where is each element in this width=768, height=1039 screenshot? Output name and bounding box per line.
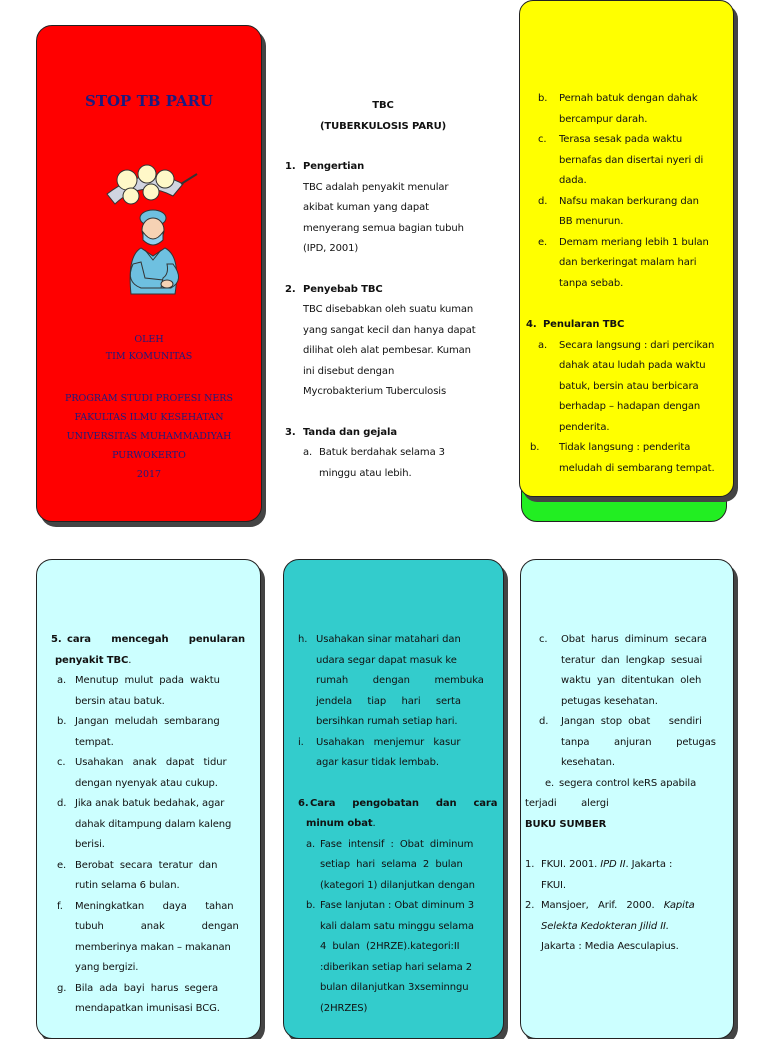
text-line: Fase lanjutan : Obat diminum 3	[320, 900, 475, 911]
text-line: (IPD, 2001)	[303, 243, 359, 254]
text-line: bersin atau batuk.	[75, 695, 165, 707]
text-line: udara segar dapat masuk ke	[316, 654, 457, 666]
text-line: yang bergizi.	[75, 962, 139, 973]
section-heading: Penyebab TBC	[303, 283, 383, 295]
item-label: c.	[539, 634, 548, 645]
list-item	[57, 794, 243, 856]
yellow-panel	[519, 0, 734, 497]
list-item	[538, 192, 718, 233]
section-penyebab	[285, 280, 481, 403]
item-label: d.	[538, 195, 548, 207]
section-pencegahan	[51, 630, 246, 671]
ref-title: Kapita	[663, 900, 695, 911]
text-line: mendapatkan imunisasi BCG.	[75, 1003, 220, 1014]
text-line: Terasa sesak pada waktu	[559, 134, 683, 145]
list-item	[538, 233, 718, 295]
text-line: menyerang semua bagian tubuh	[303, 222, 464, 234]
text-line: Jangan meludah sembarang	[75, 716, 220, 727]
text-line: tempat.	[75, 736, 114, 748]
cover-institution-line: PROGRAM STUDI PROFESI NERS	[65, 393, 233, 404]
ref-text: Jakarta : Media Aesculapius.	[541, 941, 679, 952]
text-line: memberinya makan – makanan	[75, 941, 231, 953]
text-line: segera control keRS apabila	[559, 777, 697, 789]
list-item	[539, 630, 723, 712]
text-line: meludah di sembarang tempat.	[559, 462, 715, 474]
section-heading: cara mencegah penularan	[67, 634, 246, 645]
text-line: rutin selama 6 bulan.	[75, 880, 180, 891]
list-item	[57, 897, 243, 979]
ref-title: IPD II	[600, 859, 626, 870]
text-line: Usahakan sinar matahari dan	[316, 634, 461, 645]
list-item	[530, 438, 722, 479]
text-line: Tidak langsung : penderita	[559, 442, 691, 453]
reference-item	[525, 855, 723, 896]
text-line: (2HRZES)	[320, 1002, 368, 1014]
intro-subtitle: (TUBERKULOSIS PARU)	[319, 120, 447, 132]
text-line: dengan nyenyak atau cukup.	[75, 777, 218, 789]
cover-institution-line: UNIVERSITAS MUHAMMADIYAH	[66, 431, 232, 442]
list-item	[57, 712, 243, 753]
ref-text: FKUI. 2001.	[541, 859, 601, 870]
list-item	[57, 753, 243, 794]
ref-text: Mansjoer, Arif. 2000.	[541, 900, 664, 911]
references-panel	[520, 559, 734, 1039]
list-item	[57, 856, 243, 897]
text-line: Pernah batuk dengan dahak	[559, 93, 698, 104]
cover-panel	[36, 25, 262, 522]
section-heading: penyakit TBC	[55, 654, 129, 666]
text-line: yang sangat kecil dan hanya dapat	[303, 324, 476, 336]
list-item	[538, 89, 718, 130]
section-number: 4.	[526, 319, 537, 330]
text-line: Secara langsung : dari percikan	[559, 339, 715, 351]
section-tanda-gejala	[285, 423, 481, 485]
text-line: BB menurun.	[559, 216, 624, 227]
list-item	[538, 336, 722, 439]
heading-dot: .	[128, 654, 132, 666]
text-line: dahak ditampung dalam kaleng	[75, 818, 232, 830]
item-label: 1.	[525, 859, 535, 870]
item-label: d.	[539, 716, 549, 727]
text-line: bernafas dan disertai nyeri di	[559, 154, 704, 166]
item-label: 2.	[525, 900, 535, 911]
text-line: :diberikan setiap hari selama 2	[320, 961, 472, 973]
cover-institution-line: PURWOKERTO	[112, 450, 186, 461]
section-heading: Penularan TBC	[542, 319, 625, 330]
section-pengertian	[285, 157, 481, 260]
item-label: d.	[57, 798, 67, 809]
section-pengobatan	[298, 794, 498, 835]
list-item	[57, 979, 243, 1020]
text-line: Menutup mulut pada waktu	[75, 675, 220, 686]
list-item	[306, 835, 494, 897]
item-label: g.	[57, 982, 67, 994]
cover-title: STOP TB PARU	[85, 92, 213, 110]
text-line: minggu atau lebih.	[319, 467, 412, 479]
item-label: b.	[306, 900, 316, 911]
text-line: TBC disebabkan oleh suatu kuman	[303, 304, 474, 315]
text-line: terjadi alergi	[525, 798, 609, 809]
item-label: b.	[530, 442, 540, 453]
text-line: agar kasur tidak lembab.	[316, 757, 439, 768]
text-line: waktu yan ditentukan oleh	[561, 675, 702, 686]
item-label: c.	[538, 134, 547, 145]
list-item	[539, 712, 723, 774]
cover-institution-line: FAKULTAS ILMU KESEHATAN	[74, 412, 224, 423]
cover-team: TIM KOMUNITAS	[105, 351, 193, 362]
text-line: tubuh anak dengan	[75, 921, 239, 932]
ref-text: . Jakarta :	[625, 859, 673, 870]
text-line: petugas kesehatan.	[561, 695, 658, 707]
section-penularan	[526, 315, 722, 336]
text-line: Obat harus diminum secara	[561, 634, 707, 645]
section-heading: Tanda dan gejala	[303, 426, 397, 438]
section-number: 1.	[285, 161, 296, 172]
item-label: e.	[538, 236, 548, 248]
item-label: h.	[298, 634, 308, 645]
text-line: bersihkan rumah setiap hari.	[316, 716, 458, 727]
list-item	[538, 130, 718, 192]
text-line: Nafsu makan berkurang dan	[559, 195, 699, 207]
ref-title: Selekta Kedokteran Jilid II.	[541, 920, 669, 932]
item-label: i.	[298, 736, 304, 748]
list-item	[298, 733, 494, 774]
item-label: e.	[545, 777, 555, 789]
item-label: a.	[57, 675, 67, 686]
text-line: kesehatan.	[561, 757, 615, 768]
text-line: berhadap – hadapan dengan	[559, 401, 701, 412]
text-line: jendela tiap hari serta	[316, 695, 461, 707]
text-line: Berobat secara teratur dan	[75, 859, 218, 871]
section-number: 2.	[285, 283, 296, 295]
item-label: a.	[303, 447, 313, 458]
text-line: setiap hari selama 2 bulan	[320, 859, 463, 870]
text-line: teratur dan lengkap sesuai	[561, 654, 703, 666]
text-line: bulan dilanjutkan 3xseminngu	[320, 982, 469, 993]
item-label: a.	[306, 838, 316, 850]
text-line: 4 bulan (2HRZE).kategori:II	[320, 941, 460, 952]
cover-year: 2017	[136, 469, 162, 480]
item-label: f.	[57, 900, 63, 912]
item-label: a.	[538, 339, 548, 351]
text-line: dan berkeringat malam hari	[559, 257, 697, 268]
intro-panel	[285, 96, 481, 484]
treatment-panel	[283, 559, 504, 1039]
list-item	[298, 630, 494, 733]
item-label: c.	[57, 757, 66, 768]
text-line: dada.	[559, 175, 587, 186]
text-line: Batuk berdahak selama 3	[319, 447, 445, 458]
reference-item	[525, 896, 723, 958]
text-line: tanpa sebab.	[559, 277, 624, 289]
intro-title: TBC	[372, 100, 394, 111]
section-number: 6.	[298, 797, 309, 809]
text-line: bercampur darah.	[559, 113, 648, 125]
section-heading: Cara pengobatan dan cara	[310, 797, 498, 809]
surgeon-illustration	[101, 164, 201, 304]
text-line: Jangan stop obat sendiri	[561, 716, 702, 727]
text-line: Bila ada bayi harus segera	[75, 982, 218, 994]
list-item	[306, 896, 494, 1019]
text-line: akibat kuman yang dapat	[303, 202, 429, 213]
text-line: Fase intensif : Obat diminum	[320, 838, 474, 850]
ref-text: FKUI.	[541, 879, 566, 891]
item-label: e.	[57, 859, 67, 871]
text-line: rumah dengan membuka	[316, 675, 484, 686]
list-item	[545, 774, 723, 795]
text-line: Mycrobakterium Tuberculosis	[303, 386, 447, 397]
section-heading: minum obat	[306, 818, 373, 829]
text-line: ini disebut dengan	[303, 365, 395, 377]
text-line: kali dalam satu minggu selama	[320, 920, 474, 932]
cover-by-label: OLEH	[134, 334, 164, 345]
list-item	[57, 671, 243, 712]
text-line: berisi.	[75, 839, 105, 850]
text-line: penderita.	[559, 421, 610, 433]
text-line: batuk, bersin atau berbicara	[559, 380, 699, 392]
section-number: 5.	[51, 634, 62, 645]
heading-dot: .	[372, 818, 376, 829]
text-line: Meningkatkan daya tahan	[75, 900, 234, 912]
text-line: Usahakan menjemur kasur	[316, 736, 461, 748]
section-heading: Pengertian	[303, 161, 365, 172]
item-label: b.	[538, 93, 548, 104]
item-label: b.	[57, 716, 67, 727]
section-number: 3.	[285, 426, 296, 438]
text-line: dilihat oleh alat pembesar. Kuman	[303, 345, 471, 356]
text-line: dahak atau ludah pada waktu	[559, 360, 706, 371]
text-line: Jika anak batuk bedahak, agar	[75, 798, 225, 809]
text-line: Demam meriang lebih 1 bulan	[559, 236, 709, 248]
references-title: BUKU SUMBER	[525, 818, 607, 830]
text-line: TBC adalah penyakit menular	[303, 181, 449, 193]
text-line: (kategori 1) dilanjutkan dengan	[320, 879, 475, 891]
text-line: tanpa anjuran petugas	[561, 736, 716, 748]
prevention-panel	[36, 559, 261, 1039]
text-line: Usahakan anak dapat tidur	[75, 757, 227, 768]
